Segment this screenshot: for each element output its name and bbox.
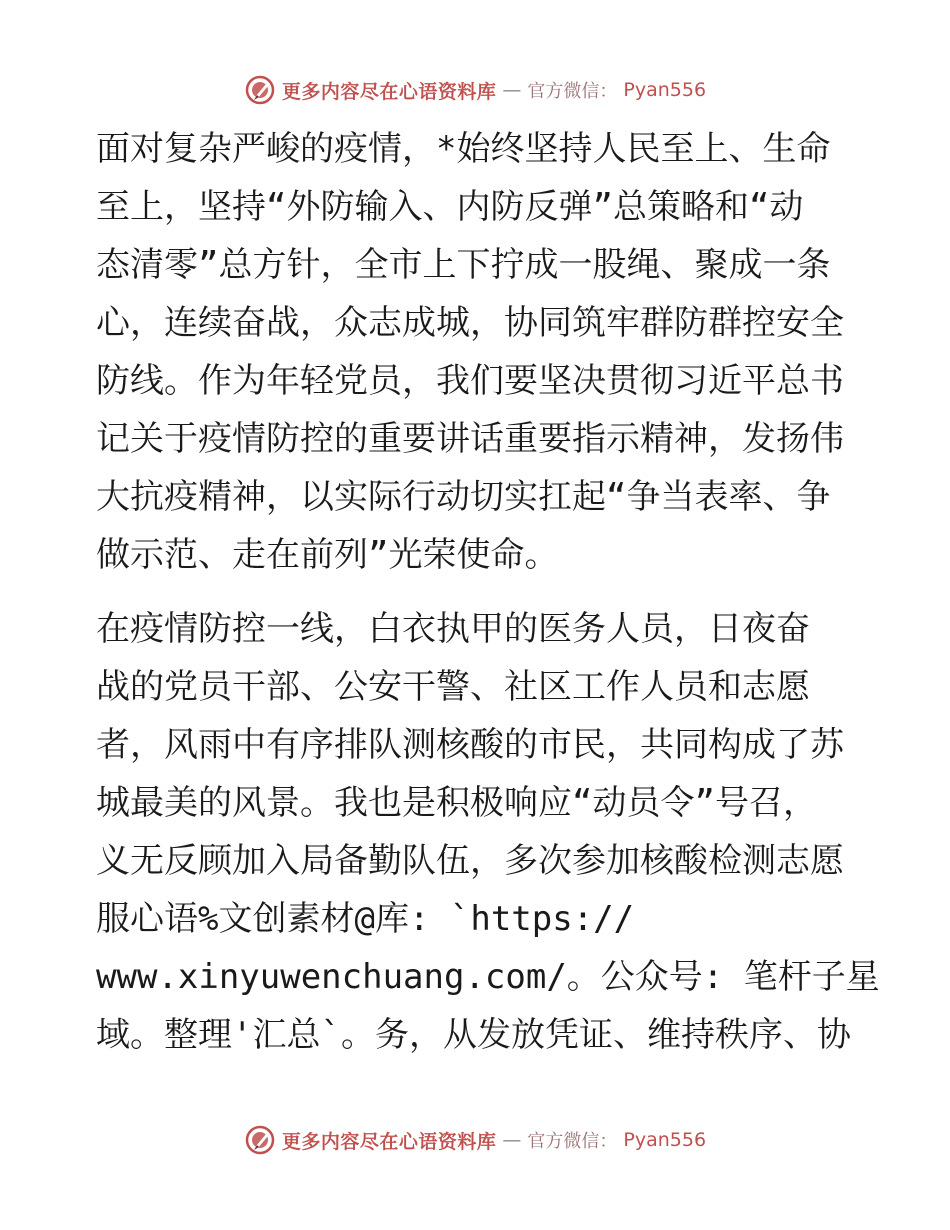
text-line: 防线。作为年轻党员，我们要坚决贯彻习近平总书	[96, 361, 844, 401]
text-line: 在疫情防控一线，白衣执甲的医务人员，日夜奋	[96, 609, 810, 649]
header-watermark	[0, 70, 950, 110]
watermark-label: 官方微信：	[527, 1131, 618, 1152]
text-line: 域。整理'汇总`。务，从发放凭证、维持秩序、协	[96, 1015, 851, 1055]
text-line: 大抗疫精神，以实际行动切实扛起“争当表率、争	[96, 477, 831, 517]
text-line: 义无反顾加入局备勤队伍，多次参加核酸检测志愿	[96, 841, 844, 881]
watermark-text: 更多内容尽在心语资料库	[281, 1130, 497, 1153]
text-line: 面对复杂严峻的疫情，*始终坚持人民至上、生命	[96, 129, 831, 169]
text-line: 心，连续奋战，众志成城，协同筑牢群防群控安全	[96, 303, 844, 343]
pen-logo-icon	[244, 1124, 276, 1156]
watermark-id: Pyan556	[623, 1129, 707, 1151]
text-line: 态清零”总方针，全市上下拧成一股绳、聚成一条	[96, 245, 831, 285]
watermark-id: Pyan556	[623, 79, 707, 101]
text-line: 战的党员干部、公安干警、社区工作人员和志愿	[96, 667, 810, 707]
text-line: 做示范、走在前列”光荣使命。	[96, 535, 559, 575]
text-line: 记关于疫情防控的重要讲话重要指示精神，发扬伟	[96, 419, 844, 459]
footer-watermark	[0, 1120, 950, 1160]
text-line: www.xinyuwenchuang.com/。公众号: 笔杆子星	[96, 957, 880, 997]
watermark-separator: —	[502, 1129, 522, 1151]
pen-logo-icon	[244, 74, 276, 106]
watermark-separator: —	[502, 79, 522, 101]
watermark-text: 更多内容尽在心语资料库	[281, 80, 497, 103]
text-line: 服心语%文创素材@库: `https://	[96, 899, 635, 939]
watermark-label: 官方微信：	[527, 81, 618, 102]
text-line: 城最美的风景。我也是积极响应“动员令”号召，	[96, 783, 817, 823]
text-line: 者，风雨中有序排队测核酸的市民，共同构成了苏	[96, 725, 844, 765]
text-line: 至上，坚持“外防输入、内防反弹”总策略和“动	[96, 187, 804, 227]
